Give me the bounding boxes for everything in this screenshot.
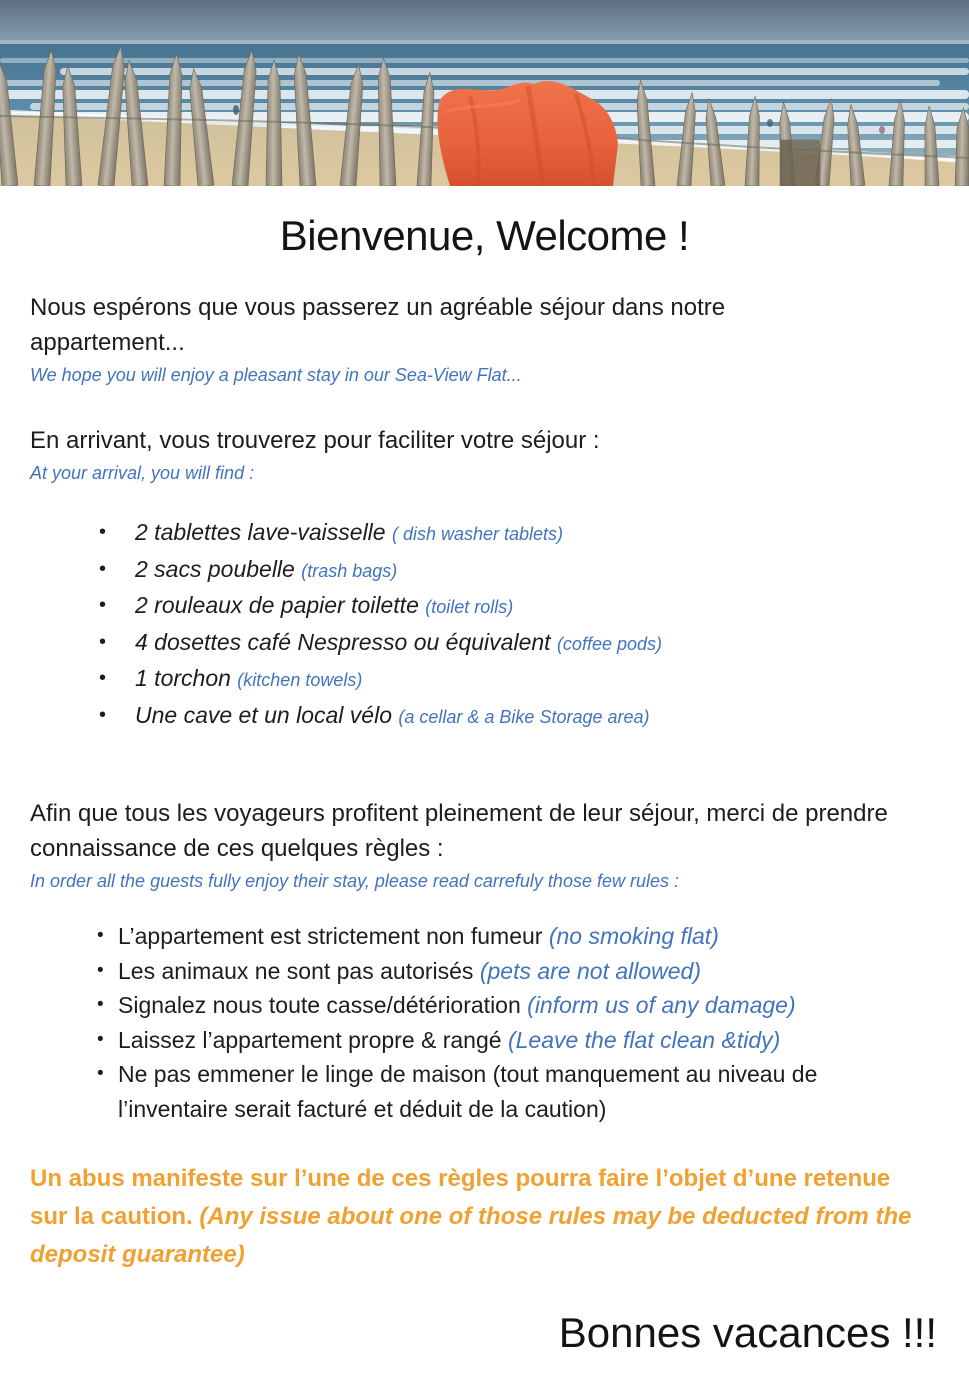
list-item [97,552,969,589]
rule-en: (no smoking flat) [548,923,719,949]
rule-en: (inform us of any damage) [527,992,796,1018]
supply-fr: 2 sacs poubelle [135,555,295,582]
supply-fr: 2 rouleaux de papier toilette [135,592,419,618]
rule-fr: Laissez l’appartement propre & rangé [118,1026,502,1053]
rule-en: (pets are not allowed) [479,957,702,984]
list-item [97,588,969,625]
list-item [97,919,918,954]
beach-photo-illustration [0,0,969,186]
rule-fr: L’appartement est strictement non fumeur [118,923,543,949]
rules-heading-fr: Afin que tous les voyageurs profitent pleinement de leur séjour, merci de prendre connaissance de ces quelques règles : [30,800,888,862]
intro-section [0,290,969,387]
supply-en: (trash bags) [301,560,398,581]
intro-text-fr: Nous espérons que vous passerez un agréable séjour dans notre appartement... [30,294,726,356]
warning-text-en: (Any issue about one of those rules may be deducted from the deposit guarantee) [30,1203,912,1268]
rule-en: (Leave the flat clean &tidy) [507,1026,781,1053]
arrival-heading-en: At your arrival, you will find : [30,463,255,483]
supply-en: ( dish washer tablets) [391,524,564,544]
supply-fr: Une cave et un local vélo [135,701,392,728]
rules-heading-en: In order all the guests fully enjoy their stay, please read carrefuly those few rules : [30,871,679,891]
arrival-section [0,423,969,734]
rules-list [0,919,969,1126]
supply-fr: 1 torchon [135,665,231,691]
list-item [97,954,918,989]
page-title: Bienvenue, Welcome ! [279,212,690,259]
list-item [97,661,969,698]
rule-fr: Ne pas emmener le linge de maison (tout manquement au niveau de l’inventaire serait facturé et déduit de la caution) [118,1061,818,1122]
supply-en: (a cellar & a Bike Storage area) [398,706,650,727]
rules-section [0,796,969,1126]
supply-en: (kitchen towels) [237,670,363,690]
warning-text-fr: Un abus manifeste sur l’une de ces règles pourra faire l’objet d’une retenue sur la caution. [30,1165,891,1230]
rule-fr: Signalez nous toute casse/détérioration [118,992,521,1018]
list-item [97,988,918,1023]
list-item [97,698,969,735]
arrival-heading-fr: En arrivant, vous trouverez pour faciliter votre séjour : [30,427,600,454]
supply-fr: 4 dosettes café Nespresso ou équivalent [135,628,551,655]
list-item [97,1057,918,1126]
rule-fr: Les animaux ne sont pas autorisés [118,957,474,984]
supply-fr: 2 tablettes lave-vaisselle [135,519,386,545]
warning-text [0,1160,922,1274]
intro-text-en: We hope you will enjoy a pleasant stay in our Sea-View Flat... [30,365,522,385]
supply-en: (coffee pods) [556,633,662,654]
supplies-list [0,515,969,734]
closing-text: Bonnes vacances !!! [558,1309,937,1356]
beach-photo [0,0,969,186]
list-item [97,1023,918,1058]
supply-en: (toilet rolls) [425,597,514,617]
list-item [97,515,969,552]
list-item [97,625,969,662]
